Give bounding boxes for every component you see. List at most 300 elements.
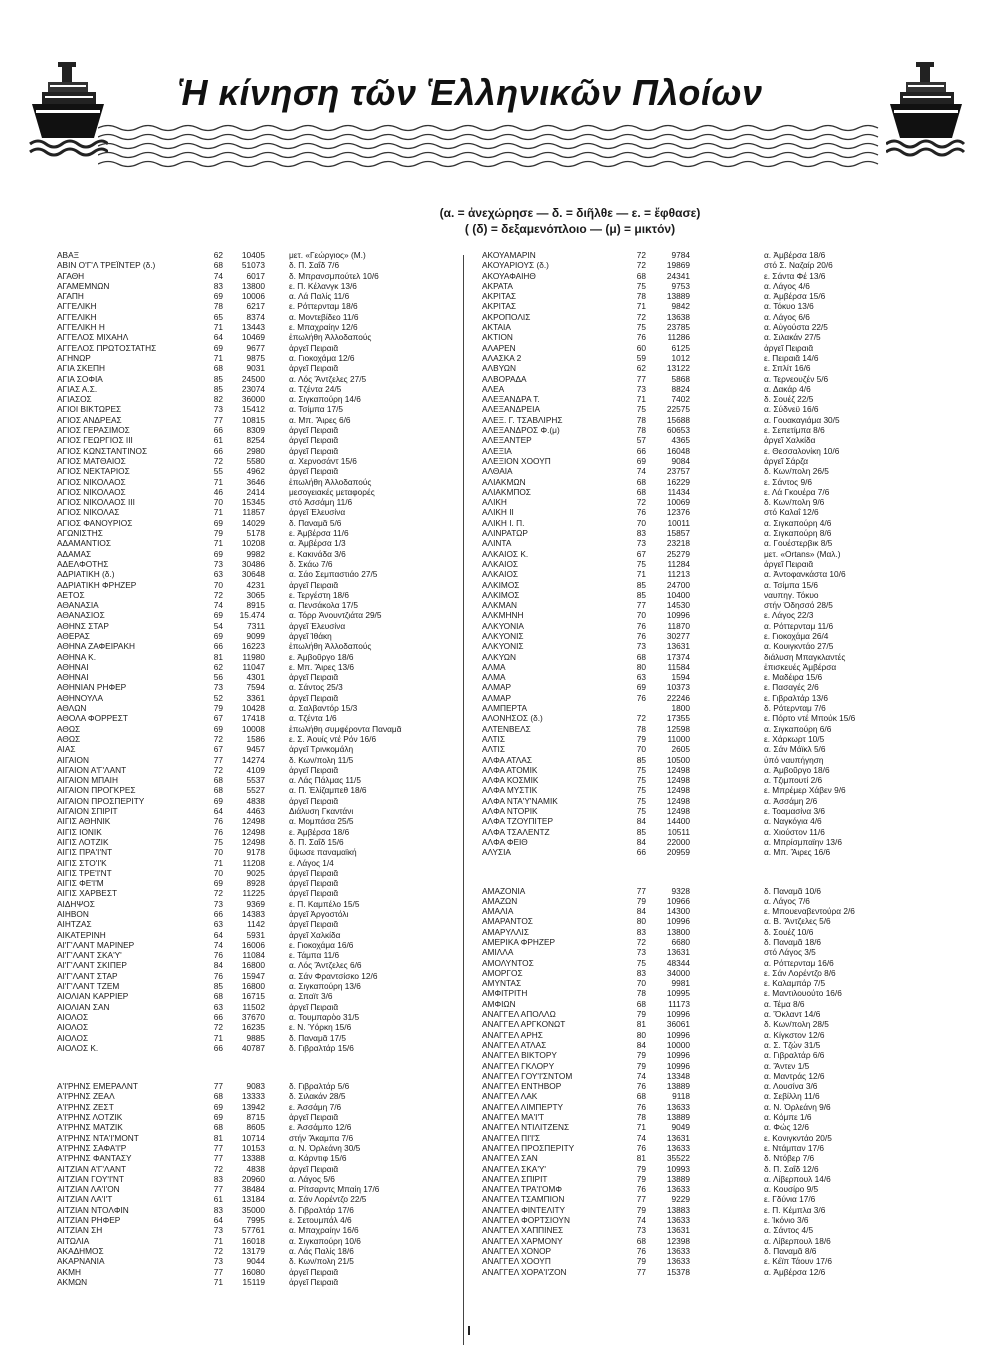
build-year: 74: [636, 1070, 646, 1081]
ship-row: [57, 713, 457, 723]
build-year: 62: [213, 661, 223, 672]
ship-status: ε. Ἀσσάμη 7/6: [289, 1101, 342, 1112]
ship-status: α. Σιγκαπούρη 8/6: [764, 528, 832, 539]
ship-row: [482, 353, 987, 363]
tonnage: 36000: [241, 394, 265, 405]
tonnage: 22000: [666, 836, 690, 847]
ship-status: δ. Σουέζ 22/5: [764, 394, 814, 405]
tonnage: 13883: [666, 1204, 690, 1215]
ship-row: [57, 682, 457, 692]
tonnage: 10208: [241, 538, 265, 549]
tonnage: 9229: [671, 1194, 690, 1205]
ship-status: α. Γιβραλτάρ 6/6: [764, 1050, 825, 1061]
ship-name: ΑΛΒΥΩΝ: [482, 363, 516, 374]
ship-row: [482, 1019, 987, 1029]
ship-row: [482, 999, 987, 1009]
build-year: 69: [213, 610, 223, 621]
ship-name: ΑΜΥΝΤΑΣ: [482, 978, 522, 989]
ship-status: α. Ἀμβέρσα 15/6: [764, 291, 826, 302]
tonnage: 14400: [666, 816, 690, 827]
tonnage: 8374: [246, 311, 265, 322]
ship-name: ΑΝΑΓΓΕΛ ΦΟΡΤΣΙΟΥΝ: [482, 1215, 570, 1226]
build-year: 84: [213, 960, 223, 971]
ship-status: α. Σάο Σεμπαστιάο 27/5: [289, 569, 378, 580]
ship-row: [57, 466, 457, 476]
build-year: 83: [213, 280, 223, 291]
ship-row: [482, 796, 987, 806]
tonnage: 14274: [241, 754, 265, 765]
ship-status: δ. Π. Σαΐδ 7/6: [289, 260, 340, 271]
ship-name: Α'Ι'ΡΗΝΣ ΜΑΤΖΙΚ: [57, 1122, 123, 1133]
ship-status: α. Ναγκόγια 4/6: [764, 816, 822, 827]
tonnage: 16006: [241, 939, 265, 950]
ship-status: α. Ἀμβοῦργο 18/6: [764, 764, 830, 775]
build-year: 66: [213, 445, 223, 456]
ship-name: ΑΓΙΟΣ ΝΙΚΟΛΑΟΣ ΙΙΙ: [57, 497, 135, 508]
build-year: 64: [213, 1215, 223, 1226]
build-year: 69: [636, 455, 646, 466]
ship-status: δ. Π. Σαΐδ 12/6: [764, 1163, 819, 1174]
tonnage: 35522: [666, 1153, 690, 1164]
tonnage: 14300: [666, 906, 690, 917]
build-year: 66: [213, 1042, 223, 1053]
ship-name: ΑΙΤΖΙΑΝ ΛΑ'Ι'Τ: [57, 1194, 113, 1205]
ship-name: ΑΛΕΑ: [482, 383, 505, 394]
ship-row: [482, 713, 987, 723]
ship-name: ΑΙΓΑΙΟΝ ΠΡΟΓΚΡΕΣ: [57, 785, 136, 796]
tonnage: 24500: [241, 373, 265, 384]
ship-name: ΑΛΦΑ ΜΥΣΤΙΚ: [482, 785, 538, 796]
ship-name: ΑΙΤΖΙΑΝ ΛΑ'Ι'ΟΝ: [57, 1184, 120, 1195]
build-year: 55: [213, 466, 223, 477]
ship-status: α. Τζέντα 24/5: [289, 383, 342, 394]
ship-row: [482, 816, 987, 826]
tonnage: 15.474: [239, 610, 265, 621]
ship-name: ΑΛΚΥΟΝΙΑ: [482, 620, 524, 631]
ship-row: [57, 590, 457, 600]
tonnage: 6680: [671, 937, 690, 947]
tonnage: 10500: [666, 754, 690, 765]
build-year: 83: [213, 1173, 223, 1184]
ship-status: α. Σιγκαπούρη 14/6: [289, 394, 361, 405]
ship-name: ΑΙΤΖΙΑΝ ΝΤΟΛΦΙΝ: [57, 1204, 129, 1215]
ship-row: [482, 281, 987, 291]
tonnage: 17355: [666, 713, 690, 724]
ship-row: [482, 528, 987, 538]
tonnage: 8915: [246, 600, 265, 611]
ship-name: ΑΝΑΓΓΕΛ ΣΚΑ'Υ': [482, 1163, 547, 1174]
ship-row: [57, 1022, 457, 1032]
ship-status: α. Λίβερπουλ 14/6: [764, 1173, 831, 1184]
ship-row: [57, 652, 457, 662]
ship-name: ΑΛΥΣΙΑ: [482, 847, 511, 858]
tonnage: 25279: [666, 548, 690, 559]
tonnage: 16223: [241, 641, 265, 652]
build-year: 75: [636, 322, 646, 333]
ship-status: α. Ρόττερνταμ 11/6: [764, 620, 834, 631]
ship-row: [482, 1256, 987, 1266]
build-year: 73: [213, 1225, 223, 1236]
tonnage: 16048: [666, 445, 690, 456]
ship-row: [57, 847, 457, 857]
ship-status: α. Τουμπαρὸο 31/5: [289, 1011, 360, 1022]
tonnage: 15378: [666, 1266, 690, 1277]
tonnage: 12598: [666, 723, 690, 734]
build-year: 61: [213, 435, 223, 446]
ship-name: ΑΛΚΥΩΝ: [482, 651, 516, 662]
tonnage: 24700: [666, 579, 690, 590]
tonnage: 5580: [246, 455, 265, 466]
tonnage: 13638: [666, 311, 690, 322]
tonnage: 20960: [241, 1173, 265, 1184]
build-year: 69: [213, 723, 223, 734]
tonnage: 16080: [241, 1266, 265, 1277]
ship-name: ΑΛΕΞΙΑ: [482, 445, 512, 456]
build-year: 71: [213, 476, 223, 487]
tonnage: 16800: [241, 981, 265, 992]
ship-row: [57, 1277, 457, 1287]
page-mark: [468, 1326, 470, 1335]
ship-status: ε. Μπαχραίην 12/6: [289, 322, 358, 333]
build-year: 74: [636, 1132, 646, 1143]
ship-status: ἀργεῖ Χαλκίδα: [764, 435, 816, 446]
build-year: 75: [636, 785, 646, 796]
group-gap: [482, 858, 987, 886]
tonnage: 13889: [666, 291, 690, 302]
ship-name: ΑΕΤΟΣ: [57, 589, 85, 600]
build-year: 52: [213, 692, 223, 703]
tonnage: 22246: [666, 692, 690, 703]
build-year: 76: [636, 692, 646, 703]
ship-name: Α'Ι'ΡΗΝΣ ΝΤΑ'Ι'ΜΟΝΤ: [57, 1132, 139, 1143]
ship-row: [57, 569, 457, 579]
tonnage: 5178: [246, 528, 265, 539]
ship-status: ε. Π. Καμπέλο 15/5: [289, 898, 360, 909]
ship-name: ΑΛΙΝΤΑ: [482, 538, 512, 549]
ship-name: ΑΔΡΙΑΤΙΚΗ ΦΡΗΖΕΡ: [57, 579, 137, 590]
tonnage: 9457: [246, 744, 265, 755]
ship-status: ε. Ἀμβοῦργο 18/6: [289, 651, 354, 662]
ship-name: ΑΘΗΝΑ Κ.: [57, 651, 97, 662]
build-year: 85: [636, 826, 646, 837]
build-year: 59: [636, 352, 646, 363]
ship-row: [57, 549, 457, 559]
ship-status: ἀργεῖ Ἰθάκη: [289, 630, 332, 641]
ship-status: ἀργεῖ Πειραιᾶ: [289, 1112, 339, 1123]
ship-icon: [28, 60, 108, 170]
build-year: 73: [636, 947, 646, 958]
ship-status: α. Ν. Ὀρλεάνη 30/5: [289, 1142, 361, 1153]
tonnage: 11284: [667, 558, 690, 569]
tonnage: 11084: [242, 950, 265, 961]
ship-name: ΑΙΟΛΙΑΝ ΣΑΝ: [57, 1001, 110, 1012]
ship-row: [57, 1225, 457, 1235]
ship-name: ΑΚΤΑΙΑ: [482, 322, 511, 333]
ship-status: α. Τσίμπα 15/6: [764, 579, 819, 590]
build-year: 77: [636, 1194, 646, 1205]
ship-row: [57, 353, 457, 363]
ship-status: α. Μοντεβίδεο 11/6: [289, 311, 359, 322]
build-year: 71: [213, 538, 223, 549]
tonnage: 9083: [246, 1081, 265, 1092]
ship-row: [57, 435, 457, 445]
ship-status: ε. Μπρέμερ Χάβεν 9/6: [764, 785, 846, 796]
build-year: 84: [636, 816, 646, 827]
build-year: 77: [213, 414, 223, 425]
ship-row: [482, 322, 987, 332]
build-year: 73: [213, 558, 223, 569]
ship-row: [482, 343, 987, 353]
ship-row: [57, 1091, 457, 1101]
ship-name: ΑΜΦΙΤΡΙΤΗ: [482, 988, 528, 999]
ship-row: [482, 260, 987, 270]
ship-status: δ. Σουέζ 10/6: [764, 926, 814, 937]
tonnage: 34000: [666, 967, 690, 978]
tonnage: 5537: [246, 775, 265, 786]
ship-name: ΑΘΗΝΑ ΖΑΦΕΙΡΑΚΗ: [57, 641, 135, 652]
build-year: 83: [636, 926, 646, 937]
ship-name: ΑΛΜΠΕΡΤΑ: [482, 703, 528, 714]
tonnage: 2414: [246, 486, 265, 497]
tonnage: 9885: [246, 1032, 265, 1043]
ship-status: α. Χερνοσάντ 15/6: [289, 455, 357, 466]
ship-status: ε. Ν. Ὑόρκη 15/6: [289, 1022, 352, 1033]
tonnage: 7594: [246, 682, 265, 693]
ship-row: [482, 1246, 987, 1256]
ship-name: ΑΛΚΙΜΟΣ: [482, 579, 520, 590]
build-year: 79: [636, 733, 646, 744]
build-year: 70: [636, 744, 646, 755]
ship-row: [57, 312, 457, 322]
ship-status: α. Σάν Λορέντζο 22/5: [289, 1194, 367, 1205]
ship-name: ΑΛΜΑΡ: [482, 692, 512, 703]
tonnage: 1012: [671, 352, 690, 363]
build-year: 69: [213, 342, 223, 353]
build-year: 57: [636, 435, 646, 446]
tonnage: 1142: [247, 919, 265, 930]
ship-row: [57, 374, 457, 384]
ship-status: ἐπωλήθη Ἀλλοδαπούς: [289, 332, 372, 343]
tonnage: 48344: [666, 957, 690, 968]
ship-name: ΑΝΑΓΓΕΛ ΓΟΥ'Ι'ΣΝΤΟΜ: [482, 1070, 573, 1081]
ship-row: [57, 672, 457, 682]
ship-row: [57, 641, 457, 651]
ship-name: ΑΙΟΛΙΑΝ ΚΑΡΡΙΕΡ: [57, 991, 129, 1002]
tonnage: 2980: [246, 445, 265, 456]
ship-row: [57, 600, 457, 610]
ship-row: [57, 1112, 457, 1122]
ship-row: [57, 765, 457, 775]
build-year: 85: [213, 373, 223, 384]
ship-status: ε. Λά Γκουέρα 7/6: [764, 486, 830, 497]
ship-name: ΑΙΗΒΟΝ: [57, 909, 89, 919]
ship-row: [482, 968, 987, 978]
ship-row: [57, 394, 457, 404]
ship-row: [482, 1184, 987, 1194]
ship-status: α. Σάν Μάϊκλ 5/6: [764, 744, 826, 755]
ship-status: α. Τζιμπουτί 2/6: [764, 775, 823, 786]
ship-status: μετ. «Ortans» (Μαλ.): [764, 548, 841, 559]
tonnage: 12498: [666, 806, 690, 817]
build-year: 79: [636, 1060, 646, 1071]
ship-name: ΑΙΓΙΣ ΠΡΑ'Ι'ΝΤ: [57, 847, 113, 858]
ship-status: ε. Λάγος 1/4: [289, 857, 334, 868]
ship-name: ΑΙΤΖΙΑΝ Α'Γ'ΛΑΝΤ: [57, 1163, 127, 1174]
ship-status: ε. Τάμπα 11/6: [289, 950, 340, 961]
ship-row: [57, 930, 457, 940]
build-year: 70: [213, 847, 223, 858]
tonnage: 10966: [666, 895, 690, 906]
ship-status: α. Σιγκαπούρη 6/6: [764, 723, 832, 734]
build-year: 81: [636, 1153, 646, 1164]
ship-row: [57, 415, 457, 425]
ship-status: ε. Σεπετίμπα 8/6: [764, 425, 825, 436]
ship-status: ἀργεῖ Πειραιᾶ: [289, 466, 339, 477]
ship-name: ΑΚΡΟΠΟΛΙΣ: [482, 311, 531, 322]
ship-row: [57, 868, 457, 878]
tonnage: 10469: [241, 332, 265, 343]
ship-row: [57, 528, 457, 538]
ship-row: [482, 1030, 987, 1040]
build-year: 72: [636, 260, 646, 271]
tonnage: 10995: [666, 988, 690, 999]
ship-status: α. Πενσάκολα 17/5: [289, 600, 358, 611]
build-year: 73: [636, 641, 646, 652]
tonnage: 13348: [666, 1070, 690, 1081]
build-year: 76: [213, 826, 223, 837]
ship-row: [482, 384, 987, 394]
ship-name: ΑΛΕΞ. Γ. ΤΣΑΒΛΙΡΗΣ: [482, 414, 563, 425]
tonnage: 10400: [666, 589, 690, 600]
tonnage: 17374: [666, 651, 690, 662]
ship-status: α. Π. Ἐλίζαμπεθ 18/6: [289, 785, 367, 796]
ship-row: [482, 1071, 987, 1081]
ship-name: ΑΓΓΕΛΟΣ ΠΡΩΤΟΣΤΑΤΗΣ: [57, 342, 157, 353]
tonnage: 15688: [666, 414, 690, 425]
tonnage: 30486: [241, 558, 265, 569]
ship-row: [482, 1236, 987, 1246]
ship-row: [57, 1043, 457, 1053]
ship-status: α. Ἀμβέρσα 12/6: [764, 1266, 826, 1277]
build-year: 85: [636, 579, 646, 590]
ship-status: ε. Καλαμπάρ 7/5: [764, 978, 826, 989]
ship-name: ΑΙ'Γ'ΛΑΝΤ ΣΤΑΡ: [57, 970, 118, 981]
tonnage: 24341: [666, 270, 690, 281]
ship-row: [57, 291, 457, 301]
ship-name: ΑΙΓΙΣ ΛΟΤΖΙΚ: [57, 836, 109, 847]
tonnage: 11870: [667, 620, 690, 631]
ship-name: ΑΜΦΙΩΝ: [482, 998, 516, 1009]
build-year: 81: [213, 651, 223, 662]
tonnage: 10511: [667, 826, 690, 837]
ship-row: [482, 703, 987, 713]
tonnage: 9981: [671, 978, 690, 989]
ship-status: ἐπωλήθη Ἀλλοδαπούς: [289, 641, 372, 652]
ship-status: α. Λάγος 4/6: [764, 280, 810, 291]
tonnage: 15119: [242, 1276, 265, 1287]
ship-row: [57, 1236, 457, 1246]
ship-row: [57, 260, 457, 270]
tonnage: 14530: [666, 600, 690, 611]
ship-status: δ. Κων/πολη 28/5: [764, 1019, 829, 1030]
ship-row: [57, 899, 457, 909]
tonnage: 11047: [242, 661, 265, 672]
ship-name: ΑΝΑΓΓΕΛ ΑΡΓΚΟΝΩΤ: [482, 1019, 566, 1030]
ship-name: ΑΜΑΖΟΝΙΑ: [482, 885, 526, 896]
build-year: 77: [213, 1184, 223, 1195]
ship-name: ΑΛΚΑΙΟΣ: [482, 558, 519, 569]
build-year: 62: [636, 363, 646, 374]
build-year: 77: [213, 1142, 223, 1153]
build-year: 72: [213, 589, 223, 600]
ship-name: ΑΙΓΙΣ ΑΘΗΝΙΚ: [57, 816, 111, 827]
ship-status: ε. Χάρκωρτ 10/5: [764, 733, 825, 744]
tonnage: 13631: [666, 1132, 690, 1143]
ship-status: ε. Κακινάδα 3/6: [289, 548, 346, 559]
build-year: 64: [213, 806, 223, 817]
tonnage: 13633: [666, 1184, 690, 1195]
build-year: 79: [213, 528, 223, 539]
ship-status: α. Λίβερπουλ 18/6: [764, 1235, 831, 1246]
ship-status: δ. Μπρανσμπούτελ 10/6: [289, 270, 379, 281]
ship-row: [482, 312, 987, 322]
tonnage: 10069: [666, 497, 690, 508]
ship-name: ΑΛΦΑ ΝΤΑ'Υ'ΝΑΜΙΚ: [482, 795, 558, 806]
build-year: 78: [636, 988, 646, 999]
tonnage: 38484: [241, 1184, 265, 1195]
tonnage: 13122: [666, 363, 690, 374]
ship-row: [482, 549, 987, 559]
ship-row: [57, 580, 457, 590]
ship-status: α. Μπ. Ἄιρες 6/6: [289, 414, 351, 425]
ship-name: ΑΓΓΕΛΟΣ ΜΙΧΑΗΛ: [57, 332, 129, 343]
ship-row: [482, 446, 987, 456]
ship-name: ΑΚΡΙΤΑΣ: [482, 291, 517, 302]
tonnage: 10006: [241, 291, 265, 302]
ship-row: [482, 672, 987, 682]
tonnage: 51073: [241, 260, 265, 271]
ship-row: [482, 916, 987, 926]
ship-status: μετ. «Γεώργιος» (Μ.): [289, 250, 366, 260]
tonnage: 10428: [241, 703, 265, 714]
ship-row: [482, 744, 987, 754]
tonnage: 16715: [241, 991, 265, 1002]
ship-status: α. Κάρντιφ 15/6: [289, 1153, 347, 1164]
ship-name: ΑΛΚΜΑΝ: [482, 600, 518, 611]
tonnage: 15345: [241, 497, 265, 508]
build-year: 79: [636, 1009, 646, 1020]
ship-name: ΑΓΑΠΗ: [57, 291, 84, 302]
build-year: 69: [213, 878, 223, 889]
ship-name: ΑΛΦΑ ΚΟΣΜΙΚ: [482, 775, 539, 786]
ship-row: [57, 621, 457, 631]
ship-name: ΑΒΑΞ: [57, 250, 79, 260]
tonnage: 37670: [241, 1011, 265, 1022]
ship-status: α. Ρόττερνταμ 16/6: [764, 957, 834, 968]
ship-name: ΑΛΙΚΗ: [482, 497, 507, 508]
build-year: 69: [213, 1101, 223, 1112]
tonnage: 12498: [666, 764, 690, 775]
ship-row: [482, 1091, 987, 1101]
ship-name: ΑΘΗΝΣ ΣΤΑΡ: [57, 620, 109, 631]
ship-status: ἀργεῖ Πειραιᾶ: [289, 795, 339, 806]
ship-status: α. Μαντράς 12/6: [764, 1070, 825, 1081]
tonnage: 11502: [242, 1001, 265, 1012]
build-year: 75: [636, 806, 646, 817]
build-year: 82: [213, 394, 223, 405]
build-year: 66: [213, 425, 223, 436]
build-year: 68: [213, 775, 223, 786]
